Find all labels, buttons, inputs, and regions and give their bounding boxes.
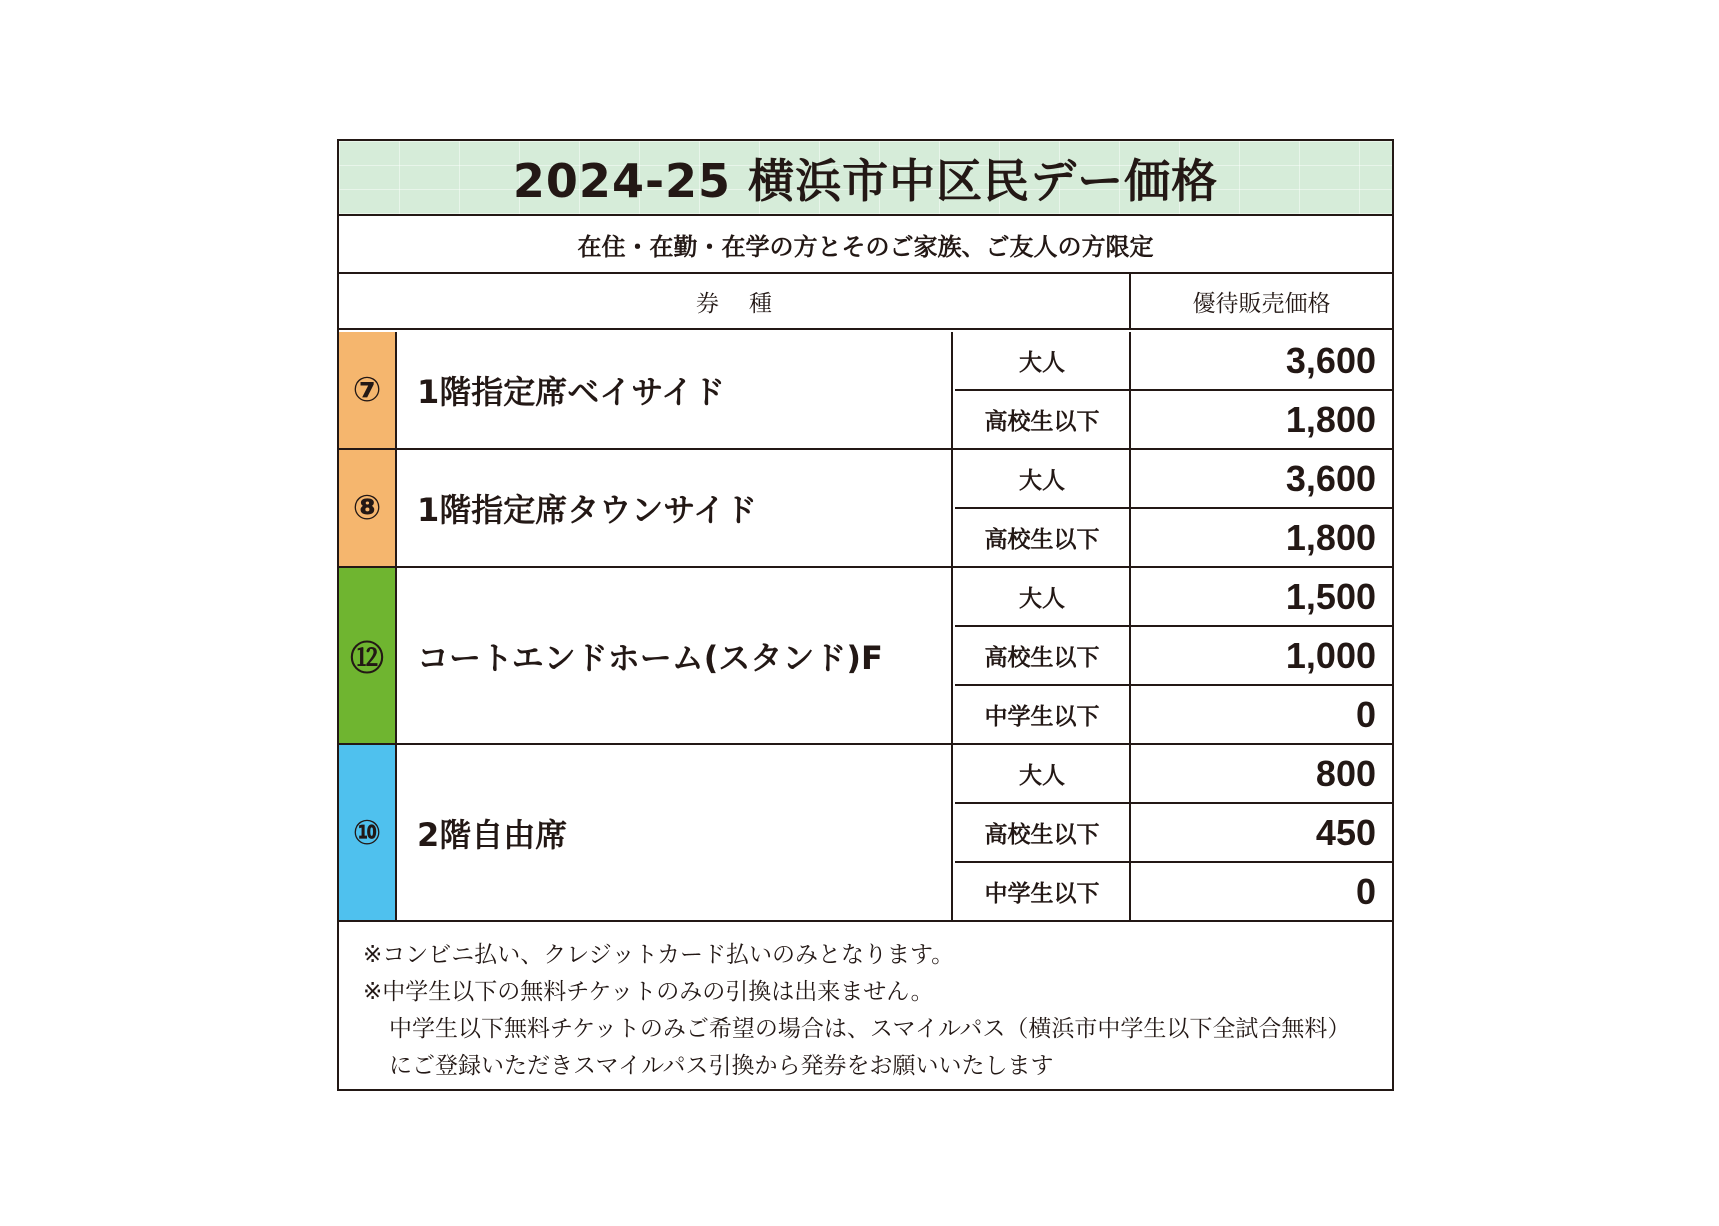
seat-name: 1階指定席タウンサイド bbox=[397, 450, 953, 566]
seat-name: 1階指定席ベイサイド bbox=[397, 332, 953, 448]
price-value: 1,500 bbox=[1285, 575, 1376, 617]
price-value: 0 bbox=[1355, 693, 1376, 735]
price-value: 1,800 bbox=[1285, 398, 1376, 440]
seat-name: 2階自由席 bbox=[397, 745, 953, 920]
price-category: 大人 bbox=[955, 568, 1131, 625]
price-row bbox=[955, 332, 1392, 391]
seat-number-badge: ⑫ bbox=[339, 568, 397, 743]
seat-number-badge: ⑩ bbox=[339, 745, 397, 920]
price-category: 高校生以下 bbox=[955, 391, 1131, 448]
seat-group bbox=[339, 568, 1392, 745]
eligibility-subtitle: 在住・在勤・在学の方とそのご家族、ご友人の方限定 bbox=[339, 216, 1392, 274]
seat-number-badge: ⑦ bbox=[339, 332, 397, 448]
page-title: 2024-25 横浜市中区民デー価格 bbox=[339, 141, 1392, 216]
price-category: 大人 bbox=[955, 332, 1131, 389]
header-ticket-type: 券種 bbox=[339, 274, 1131, 330]
price-row bbox=[955, 863, 1392, 920]
price-row bbox=[955, 391, 1392, 448]
price-category: 中学生以下 bbox=[955, 863, 1131, 920]
price-category: 大人 bbox=[955, 745, 1131, 802]
note-line: にご登録いただきスマイルパス引換から発券をお願いいたします bbox=[389, 1053, 1054, 1079]
price-value: 1,800 bbox=[1285, 516, 1376, 558]
seat-number-badge: ⑧ bbox=[339, 450, 397, 566]
price-value: 3,600 bbox=[1285, 457, 1376, 499]
price-row bbox=[955, 686, 1392, 743]
note-line: ※コンビニ払い、クレジットカード払いのみとなります。 bbox=[363, 942, 955, 968]
price-row bbox=[955, 804, 1392, 863]
price-category: 高校生以下 bbox=[955, 627, 1131, 684]
seat-name: コートエンドホーム(スタンド)F bbox=[397, 568, 953, 743]
seat-group bbox=[339, 450, 1392, 568]
price-category: 高校生以下 bbox=[955, 804, 1131, 861]
price-value: 3,600 bbox=[1285, 339, 1376, 381]
price-category: 高校生以下 bbox=[955, 509, 1131, 566]
note-line: ※中学生以下の無料チケットのみの引換は出来ません。 bbox=[363, 979, 934, 1005]
price-category: 中学生以下 bbox=[955, 686, 1131, 743]
price-value: 800 bbox=[1315, 752, 1376, 794]
seat-group bbox=[339, 332, 1392, 450]
price-row bbox=[955, 568, 1392, 627]
price-value: 0 bbox=[1355, 870, 1376, 912]
price-category: 大人 bbox=[955, 450, 1131, 507]
notes bbox=[339, 921, 1392, 1085]
price-value: 450 bbox=[1315, 811, 1376, 853]
note-line: 中学生以下無料チケットのみご希望の場合は、スマイルパス（横浜市中学生以下全試合無料） bbox=[389, 1016, 1351, 1042]
price-row bbox=[955, 450, 1392, 509]
header-price: 優待販売価格 bbox=[1131, 274, 1392, 330]
price-row bbox=[955, 745, 1392, 804]
price-value: 1,000 bbox=[1285, 634, 1376, 676]
seat-group bbox=[339, 745, 1392, 922]
price-row bbox=[955, 509, 1392, 566]
price-card bbox=[337, 139, 1394, 1091]
price-row bbox=[955, 627, 1392, 686]
